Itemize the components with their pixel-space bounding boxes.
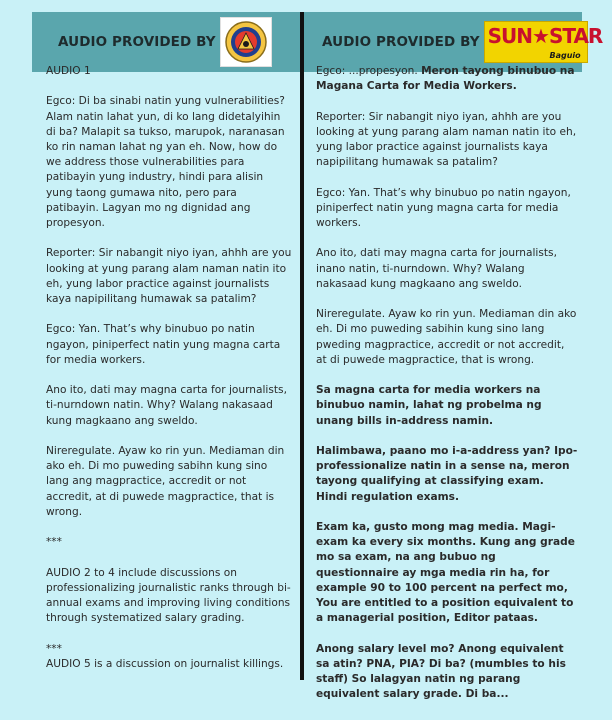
left-paragraph: AUDIO 1: [46, 65, 91, 77]
right-column: [316, 64, 578, 702]
right-bold-paragraph: Halimbawa, paano mo i-a-address yan? Ipo-professionalize natin in a sense na, meron tayong qualifying at classifying exam. Hindi regulation exams.: [316, 444, 578, 503]
left-paragraph: Egco: Yan. That’s why binubuo po natin ngayon, piniperfect natin yung magna carta for media workers.: [46, 323, 281, 366]
left-column: [46, 64, 292, 672]
right-paragraph: Reporter: Sir nabangit niyo iyan, ahhh are you looking at yung parang alam naman natin ito eh, yung labor practice against journalists kaya napipilitang humawak sa patalim?: [316, 110, 577, 169]
left-paragraph: Ano ito, dati may magna carta for journalists, ti-nurndown natin. Why? Walang nakasaad kung magkaano ang sweldo.: [46, 384, 287, 427]
left-separator: ***: [46, 536, 62, 549]
sunstar-logo-subtitle: Baguio: [549, 51, 581, 60]
left-footer-note: AUDIO 5 is a discussion on journalist killings.: [46, 657, 284, 670]
left-header: [58, 12, 272, 72]
right-bold-paragraph: Sa magna carta for media workers na binubuo namin, lahat ng probelma ng unang bills in-address namin.: [316, 384, 542, 427]
right-intro-bold: Meron tayong binubuo na Magana Carta for Media Workers.: [316, 65, 575, 93]
sunstar-logo-text: SUN★STAR: [487, 24, 603, 48]
left-paragraph: Nireregulate. Ayaw ko rin yun. Mediaman din ako eh. Di mo puweding sabihn kung sino lang ang magpractice, accredit or not accredit, at di puwede magpractice, that is wrong.: [46, 445, 285, 518]
right-bold-paragraph: Exam ka, gusto mong mag media. Magi-exam ka every six months. Kung ang grade mo sa exam, na ang bubuo ng questionnaire ay mga media rin ha, for example 90 to 100 percent na perfect mo, You are entitled to a position equivalent to a managerial position, Editor pataas.: [316, 520, 575, 625]
right-paragraph-intro: [316, 64, 578, 94]
seal-icon: [224, 20, 268, 64]
left-paragraph: Reporter: Sir nabangit niyo iyan, ahhh are you looking at yung parang alam naman natin ito eh, yung labor practice against journalists kaya napipilitang humawak sa patalim?: [46, 247, 292, 306]
left-header-label: AUDIO PROVIDED BY: [58, 34, 216, 50]
header-bar: [32, 12, 603, 72]
right-paragraph: Ano ito, dati may magna carta for journalists, inano natin, ti-nurndown. Why? Walang nakasaad kung magkaano ang sweldo.: [316, 247, 557, 290]
left-separator: ***: [46, 642, 62, 655]
right-paragraph: Nireregulate. Ayaw ko rin yun. Mediaman din ako eh. Di mo puweding sabihin kung sino lang pweding magpractice, accredit or not accredit, at di puwede magpractice, that is wrong.: [316, 308, 577, 366]
seal-logo: [220, 17, 272, 67]
right-bold-paragraph: Anong salary level mo? Anong equivalent sa atin? PNA, PIA? Di ba? (mumbles to his staff) So lalagyan natin ng parang equivalent salary grade. Di ba...: [316, 642, 566, 701]
left-paragraph: Egco: Di ba sinabi natin yung vulnerabilities? Alam natin lahat yun, di ko lang didetalyihin di ba? Malapit sa tukso, marupok, naranasan ko rin naman lahat ng yan eh. Now, how do we address those vulnerabilities para patibayin yung industry, hindi para alisin yung taong gumawa nito, pero para patibayin. Lagyan mo ng dignidad ang propesyon.: [46, 95, 285, 230]
right-intro-plain: Egco: ...propesyon.: [316, 65, 422, 77]
left-footer: [46, 642, 292, 672]
right-paragraph: Egco: Yan. That’s why binubuo po natin ngayon, piniperfect natin yung magna carta for media workers.: [316, 186, 571, 229]
right-header-label: AUDIO PROVIDED BY: [322, 34, 480, 50]
sunstar-logo: [484, 21, 603, 63]
column-divider: [300, 12, 304, 680]
left-paragraph: AUDIO 2 to 4 include discussions on professionalizing journalistic ranks through bi-annual exams and improving living conditions through systematized salary grading.: [46, 566, 291, 625]
right-header: [322, 12, 603, 72]
